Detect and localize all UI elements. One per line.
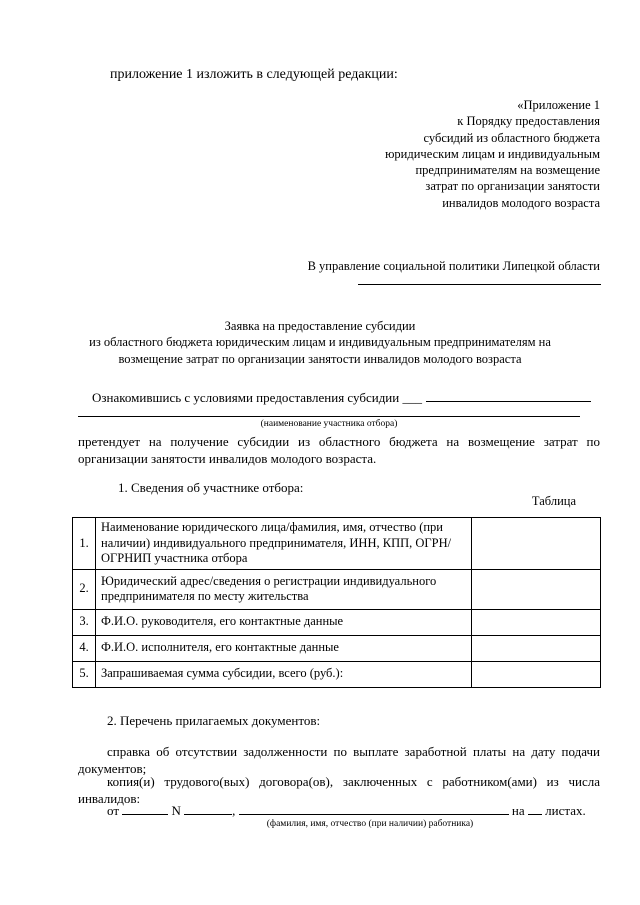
addressee: В управление социальной политики Липецкой области (307, 259, 600, 273)
on-label: на (511, 803, 525, 818)
worker-name-field[interactable] (239, 814, 509, 815)
appendix-line: «Приложение 1 (517, 98, 600, 112)
sheet-count-field[interactable] (528, 814, 542, 815)
row-value-cell[interactable] (472, 609, 601, 635)
appendix-line: субсидий из областного бюджета (423, 130, 600, 145)
appendix-line: к Порядку предоставления (457, 114, 600, 129)
row-label: Запрашиваемая сумма субсидии, всего (руб.): (96, 661, 472, 687)
section-1-heading: 1. Сведения об участнике отбора: (118, 480, 304, 495)
row-number: 4. (73, 635, 96, 661)
row-number: 5. (73, 661, 96, 687)
document-item-salary-certificate: справка об отсутствии задолженности по выплате заработной платы на дату подачи документов; (78, 744, 600, 776)
appendix-line: юридическим лицам и индивидуальным (385, 146, 600, 161)
participant-name-field[interactable] (426, 401, 591, 402)
participant-caption: (наименование участника отбора) (260, 419, 398, 429)
row-label: Ф.И.О. руководителя, его контактные данные (96, 609, 472, 635)
addressee-signature-line[interactable] (358, 284, 601, 285)
title-line: из областного бюджета юридическим лицам и индивидуальным предпринимателям на (89, 335, 551, 350)
section-2-heading: 2. Перечень прилагаемых документов: (107, 713, 321, 728)
number-label: N (171, 803, 181, 818)
row-number: 3. (73, 609, 96, 635)
row-value-cell[interactable] (472, 661, 601, 687)
contract-number-field[interactable] (184, 814, 232, 815)
appendix-line: инвалидов молодого возраста (442, 195, 600, 210)
title-line: Заявка на предоставление субсидии (224, 319, 416, 333)
row-label: Юридический адрес/сведения о регистрации индивидуального предпринимателя по месту жительства (96, 569, 472, 609)
table-row (73, 609, 601, 635)
claim-paragraph: претендует на получение субсидии из областного бюджета на возмещение затрат по организации занятости инвалидов молодого возраста. (78, 434, 600, 466)
table-label: Таблица (531, 494, 576, 508)
row-number: 2. (73, 569, 96, 609)
participant-info-table (72, 517, 601, 688)
intro-text: приложение 1 изложить в следующей редакции: (110, 67, 398, 82)
table-row (73, 661, 601, 687)
appendix-line: затрат по организации занятости (425, 179, 600, 194)
acquaintance-row (92, 390, 591, 406)
participant-name-line[interactable] (78, 416, 580, 417)
appendix-header (385, 97, 600, 211)
from-label: от (107, 803, 120, 818)
row-label: Ф.И.О. исполнителя, его контактные данные (96, 635, 472, 661)
row-label: Наименование юридического лица/фамилия, имя, отчество (при наличии) индивидуального предпринимателя, ИНН, КПП, ОГРН/ОГРНИП участника отбора (96, 518, 472, 570)
acquaintance-text: Ознакомившись с условиями предоставления субсидии ___ (92, 390, 422, 405)
contract-details-row (107, 803, 586, 819)
document-title (40, 318, 600, 367)
row-number: 1. (73, 518, 96, 570)
comma: , (232, 803, 236, 818)
contract-date-field[interactable] (122, 814, 168, 815)
table-row (73, 635, 601, 661)
worker-caption: (фамилия, имя, отчество (при наличии) работника) (266, 819, 474, 829)
sheets-label: листах. (545, 803, 586, 818)
title-line: возмещение затрат по организации занятости инвалидов молодого возраста (118, 351, 522, 366)
row-value-cell[interactable] (472, 518, 601, 570)
row-value-cell[interactable] (472, 569, 601, 609)
table-row (73, 518, 601, 570)
table-row (73, 569, 601, 609)
appendix-line: предпринимателям на возмещение (415, 163, 600, 178)
row-value-cell[interactable] (472, 635, 601, 661)
document-item-employment-contracts: копия(и) трудового(вых) договора(ов), заключенных с работником(ами) из числа инвалидов: (78, 774, 600, 806)
